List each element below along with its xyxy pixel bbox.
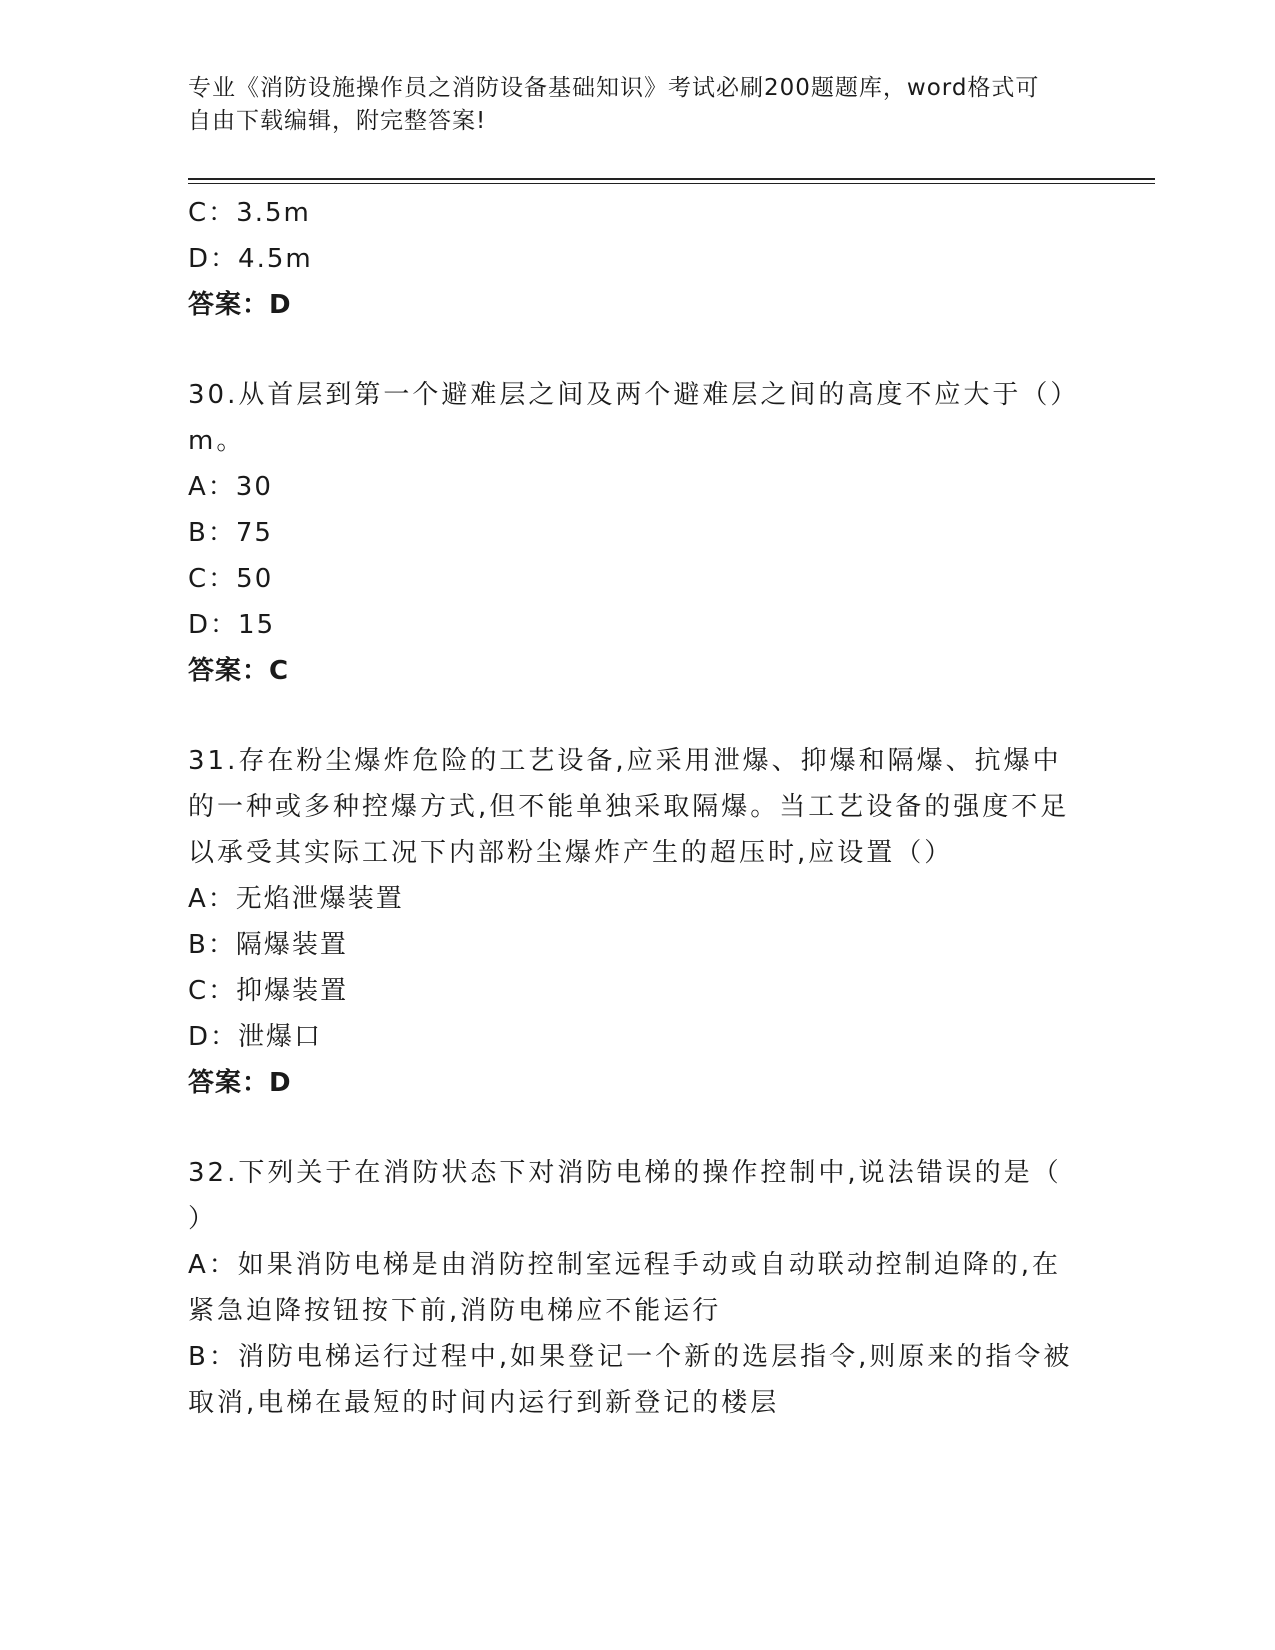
option-d: D：4.5m <box>188 244 313 274</box>
answer-text: 答案：D <box>188 1068 292 1098</box>
option-c: C：50 <box>188 564 274 594</box>
answer-text: 答案：D <box>188 290 292 320</box>
question-32 <box>188 1150 1088 1426</box>
question-stem: 30.从首层到第一个避难层之间及两个避难层之间的高度不应大于（） <box>188 380 1080 410</box>
header-divider <box>188 178 1155 180</box>
question-content <box>188 190 1088 1426</box>
question-30 <box>188 372 1088 694</box>
option-a: A：如果消防电梯是由消防控制室远程手动或自动联动控制迫降的,在 <box>188 1250 1062 1280</box>
header-line-1: 专业《消防设施操作员之消防设备基础知识》考试必刷200题题库，word格式可 <box>188 75 1040 101</box>
question-stem: 31.存在粉尘爆炸危险的工艺设备,应采用泄爆、抑爆和隔爆、抗爆中 <box>188 746 1062 776</box>
option-a-continued: 紧急迫降按钮按下前,消防电梯应不能运行 <box>188 1296 722 1326</box>
header-line-2: 自由下载编辑，附完整答案! <box>188 108 487 134</box>
option-b: B：75 <box>188 518 273 548</box>
option-b: B：隔爆装置 <box>188 930 348 960</box>
question-stem: 的一种或多种控爆方式,但不能单独采取隔爆。当工艺设备的强度不足 <box>188 792 1070 822</box>
option-a: A：30 <box>188 472 273 502</box>
option-b-continued: 取消,电梯在最短的时间内运行到新登记的楼层 <box>188 1388 780 1418</box>
question-stem: m。 <box>188 426 246 456</box>
option-c: C：3.5m <box>188 198 311 228</box>
option-d: D：泄爆口 <box>188 1022 323 1052</box>
question-stem: ） <box>188 1204 218 1234</box>
option-a: A：无焰泄爆装置 <box>188 884 404 914</box>
option-c: C：抑爆装置 <box>188 976 349 1006</box>
page-header <box>188 72 1088 138</box>
option-d: D：15 <box>188 610 276 640</box>
question-stem: 以承受其实际工况下内部粉尘爆炸产生的超压时,应设置（） <box>188 838 954 868</box>
question-stem: 32.下列关于在消防状态下对消防电梯的操作控制中,说法错误的是（ <box>188 1158 1062 1188</box>
answer-text: 答案：C <box>188 656 290 686</box>
option-b: B：消防电梯运行过程中,如果登记一个新的选层指令,则原来的指令被 <box>188 1342 1073 1372</box>
question-31 <box>188 738 1088 1106</box>
prev-question <box>188 190 1088 328</box>
header-divider-thin <box>188 183 1155 184</box>
